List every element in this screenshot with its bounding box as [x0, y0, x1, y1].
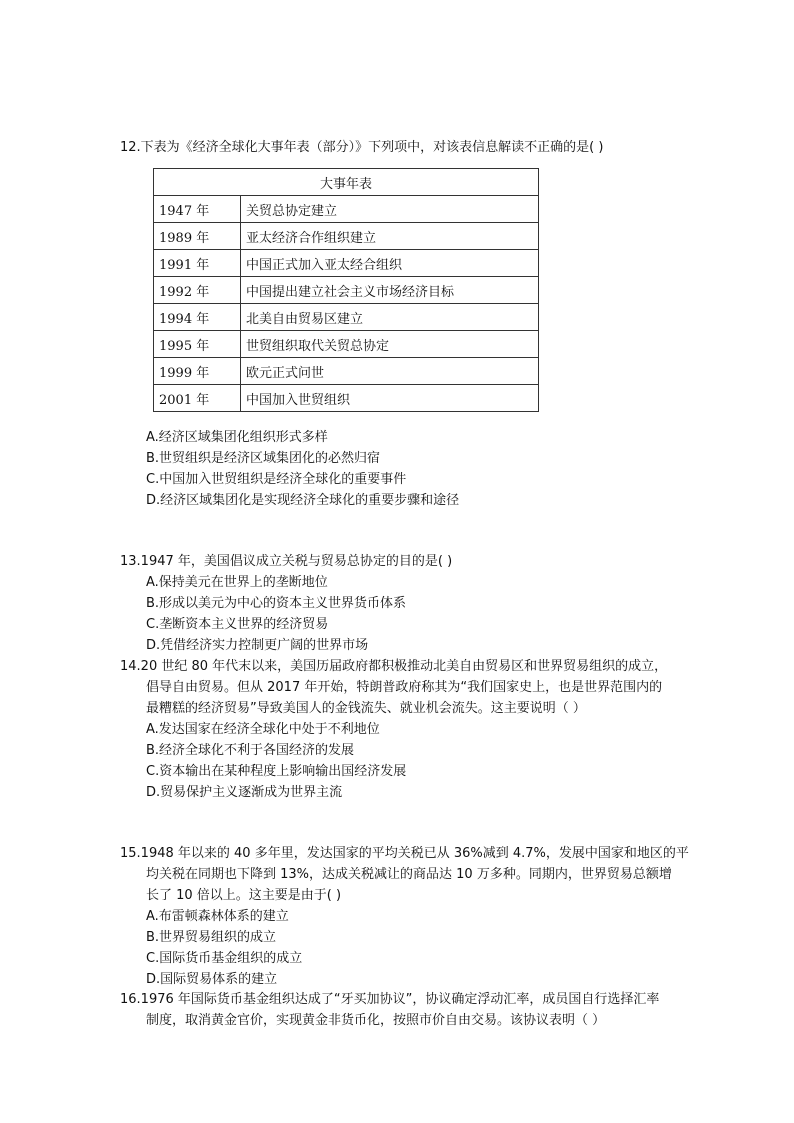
year-cell: 1991 年	[154, 250, 241, 277]
year-cell: 1999 年	[154, 358, 241, 385]
option-c: C.中国加入世贸组织是经济全球化的重要事件	[146, 472, 407, 487]
event-cell: 亚太经济合作组织建立	[241, 223, 539, 250]
question-12	[120, 137, 700, 158]
question-15-stem-line: 均关税在同期也下降到 13%，达成关税减让的商品达 10 万多种。同期内，世界贸易总额增	[146, 867, 672, 882]
question-13-stem: 13.1947 年，美国倡议成立关税与贸易总协定的目的是( )	[120, 554, 453, 569]
option-b: B.世界贸易组织的成立	[146, 930, 277, 945]
option-b: B.世贸组织是经济区域集团化的必然归宿	[146, 451, 381, 466]
event-cell: 北美自由贸易区建立	[241, 304, 539, 331]
question-12-options	[120, 427, 700, 511]
option-b: B.形成以美元为中心的资本主义世界货币体系	[146, 596, 407, 611]
option-d: D.国际贸易体系的建立	[146, 972, 278, 987]
event-cell: 欧元正式问世	[241, 358, 539, 385]
question-12-stem: 12.下表为《经济全球化大事年表（部分）》下列项中，对该表信息解读不正确的是( )	[120, 140, 604, 155]
year-cell: 1995 年	[154, 331, 241, 358]
year-cell: 1994 年	[154, 304, 241, 331]
question-16-stem-line: 16.1976 年国际货币基金组织达成了“牙买加协议”，协议确定浮动汇率，成员国自行选择汇率	[120, 992, 660, 1007]
question-15	[120, 843, 700, 990]
question-14-stem-line: 倡导自由贸易。但从 2017 年开始，特朗普政府称其为“我们国家史上，也是世界范围内的	[146, 680, 663, 695]
year-cell: 1989 年	[154, 223, 241, 250]
option-a: A.经济区域集团化组织形式多样	[146, 430, 328, 445]
event-cell: 中国提出建立社会主义市场经济目标	[241, 277, 539, 304]
option-d: D.经济区域集团化是实现经济全球化的重要步骤和途径	[146, 493, 460, 508]
question-15-stem-line: 15.1948 年以来的 40 多年里，发达国家的平均关税已从 36%减到 4.7%，发展中国家和地区的平	[120, 846, 689, 861]
option-d: D.贸易保护主义逐渐成为世界主流	[146, 785, 343, 800]
year-cell: 1947 年	[154, 196, 241, 223]
option-d: D.凭借经济实力控制更广阔的世界市场	[146, 638, 369, 653]
option-a: A.保持美元在世界上的垄断地位	[146, 575, 328, 590]
table-row	[154, 385, 539, 412]
question-13	[120, 551, 700, 656]
events-table	[153, 168, 539, 412]
table-row	[154, 358, 539, 385]
table-header-row	[154, 169, 539, 196]
table-row	[154, 223, 539, 250]
question-14-stem-line: 14.20 世纪 80 年代末以来，美国历届政府都积极推动北美自由贸易区和世界贸易组织的成立，	[120, 659, 668, 674]
year-cell: 1992 年	[154, 277, 241, 304]
event-cell: 中国正式加入亚太经合组织	[241, 250, 539, 277]
table-row	[154, 304, 539, 331]
table-title: 大事年表	[154, 169, 539, 196]
option-c: C.资本输出在某种程度上影响输出国经济发展	[146, 764, 407, 779]
year-cell: 2001 年	[154, 385, 241, 412]
question-14	[120, 656, 700, 803]
table-row	[154, 250, 539, 277]
option-c: C.垄断资本主义世界的经济贸易	[146, 617, 329, 632]
question-16	[120, 989, 700, 1031]
table-row	[154, 196, 539, 223]
event-cell: 中国加入世贸组织	[241, 385, 539, 412]
option-c: C.国际货币基金组织的成立	[146, 951, 303, 966]
option-b: B.经济全球化不利于各国经济的发展	[146, 743, 355, 758]
option-a: A.发达国家在经济全球化中处于不利地位	[146, 722, 380, 737]
question-16-stem-line: 制度，取消黄金官价，实现黄金非货币化，按照市价自由交易。该协议表明（ ）	[146, 1013, 606, 1028]
table-row	[154, 277, 539, 304]
table-row	[154, 331, 539, 358]
question-14-stem-line: 最糟糕的经济贸易”导致美国人的金钱流失、就业机会流失。这主要说明（ ）	[146, 701, 586, 716]
question-15-stem-line: 长了 10 倍以上。这主要是由于( )	[146, 888, 342, 903]
event-cell: 关贸总协定建立	[241, 196, 539, 223]
option-a: A.布雷顿森林体系的建立	[146, 909, 289, 924]
event-cell: 世贸组织取代关贸总协定	[241, 331, 539, 358]
